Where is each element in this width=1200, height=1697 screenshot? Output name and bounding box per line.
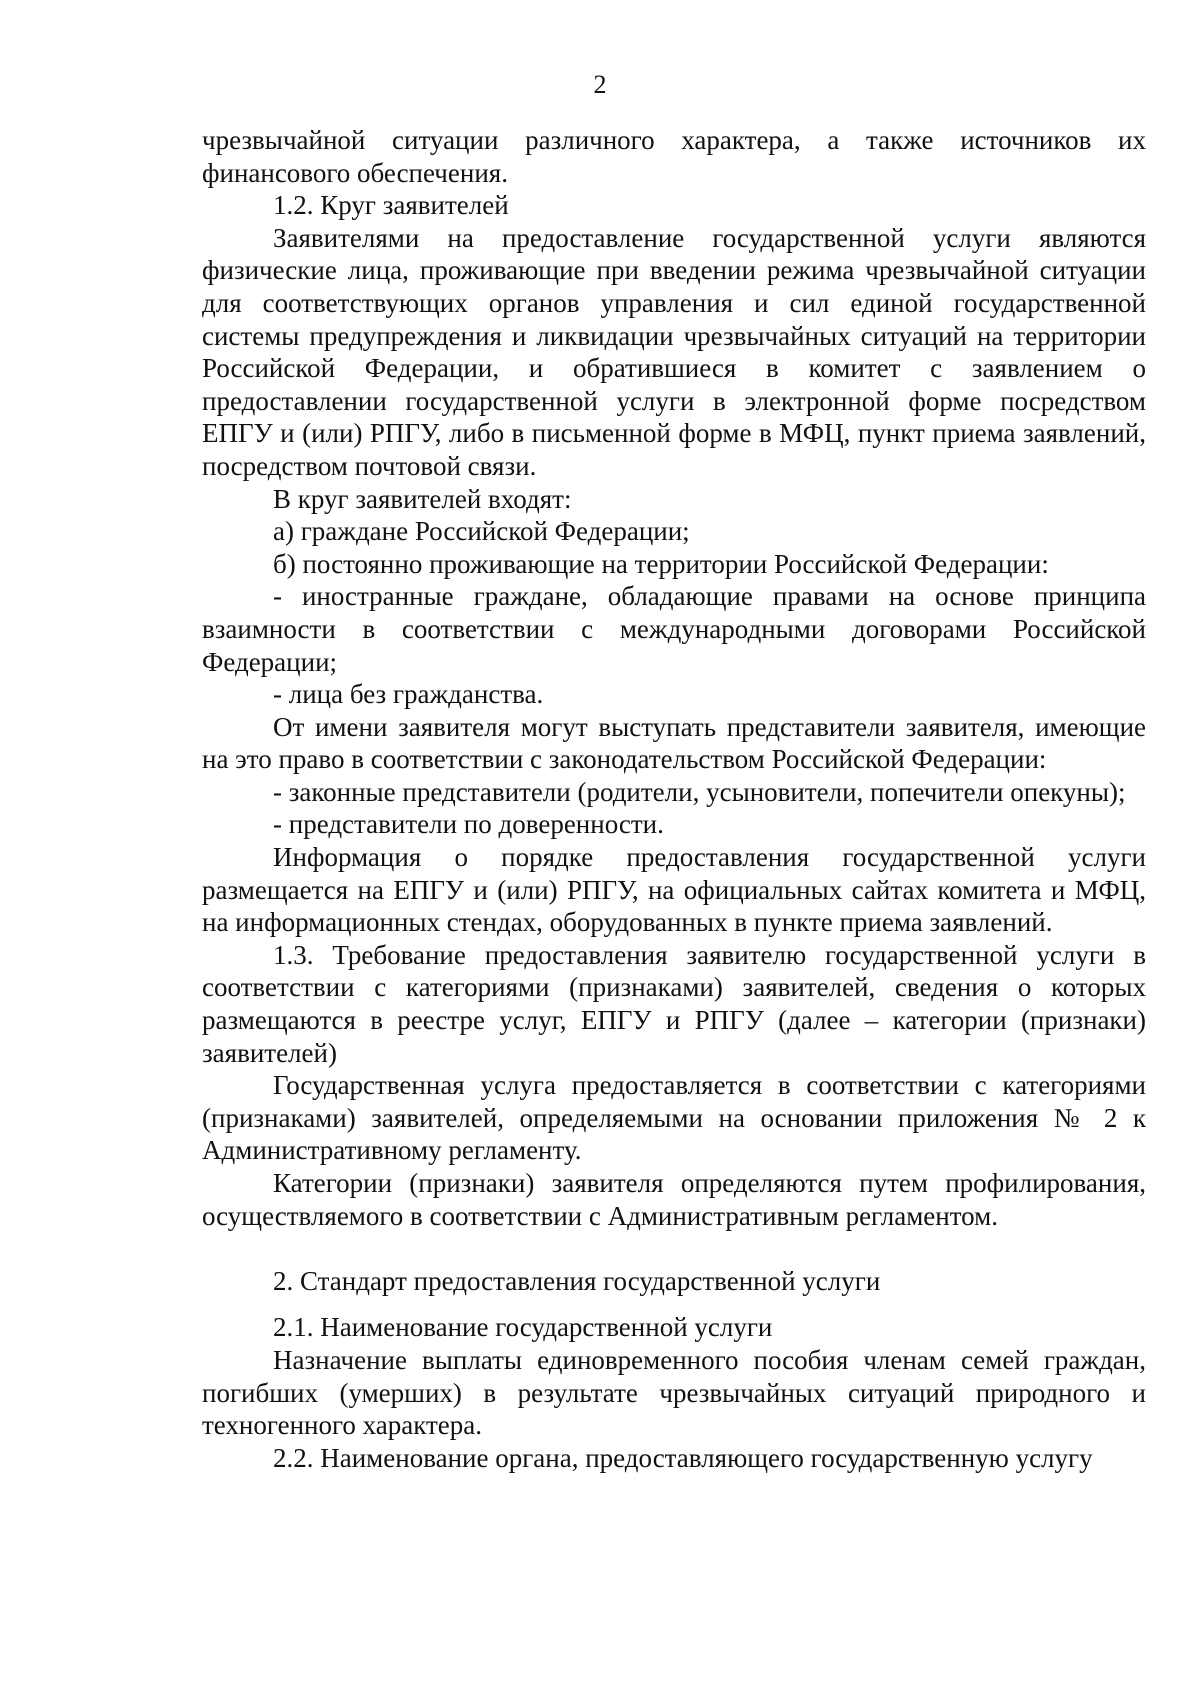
list-item-b: б) постоянно проживающие на территории Российской Федерации: xyxy=(273,548,1049,579)
document-body xyxy=(202,124,1146,1474)
paragraph-continuation: чрезвычайной ситуации различного характера, а также источников их финансового обеспечения. xyxy=(202,125,1146,188)
paragraph-service-name: Назначение выплаты единовременного пособия членам семей граждан, погибших (умерших) в результате чрезвычайных ситуаций природного и техногенного характера. xyxy=(202,1344,1146,1441)
section-heading-2-2: 2.2. Наименование органа, предоставляющего государственную услугу xyxy=(273,1442,1093,1473)
section-heading-1-3: 1.3. Требование предоставления заявителю государственной услуги в соответствии с категориями (признаками) заявителей, сведения о которых размещаются в реестре услуг, ЕПГУ и РПГУ (далее – категории (признаки) заявителей) xyxy=(202,939,1146,1068)
section-heading-2: 2. Стандарт предоставления государственной услуги xyxy=(273,1265,881,1296)
list-item-a: а) граждане Российской Федерации; xyxy=(273,516,690,547)
list-item-foreign-citizens: - иностранные граждане, обладающие правами на основе принципа взаимности в соответствии с международными договорами Российской Федерации; xyxy=(202,581,1146,677)
heading-gap xyxy=(202,1297,1146,1311)
page-number: 2 xyxy=(593,70,607,99)
paragraph-profiling: Категории (признаки) заявителя определяются путем профилирования, осуществляемого в соответствии с Административным регламентом. xyxy=(202,1168,1146,1231)
list-item-legal-representatives: - законные представители (родители, усыновители, попечители опекуны); xyxy=(273,776,1126,807)
section-gap xyxy=(202,1232,1146,1265)
paragraph-applicants: Заявителями на предоставление государственной услуги являются физические лица, проживающие при введении режима чрезвычайной ситуации для соответствующих органов управления и сил единой государственной системы предупреждения и ликвидации чрезвычайных ситуаций на территории Российской Федерации, и обратившиеся в комитет с заявлением о предоставлении государственной услуги в электронной форме посредством ЕПГУ и (или) РПГУ, либо в письменной форме в МФЦ, пункт приема заявлений, посредством почтовой связи. xyxy=(202,222,1146,481)
list-item-proxy: - представители по доверенности. xyxy=(273,809,664,840)
list-item-stateless: - лица без гражданства. xyxy=(273,679,544,710)
paragraph-service-categories: Государственная услуга предоставляется в соответствии с категориями (признаками) заявителей, определяемыми на основании приложения № 2 к Административному регламенту. xyxy=(202,1070,1146,1166)
section-heading-2-1: 2.1. Наименование государственной услуги xyxy=(273,1312,773,1343)
section-heading-1-2: 1.2. Круг заявителей xyxy=(273,190,509,221)
paragraph-applicant-circle: В круг заявителей входят: xyxy=(273,483,572,514)
paragraph-information: Информация о порядке предоставления государственной услуги размещается на ЕПГУ и (или) РПГУ, на официальных сайтах комитета и МФЦ, на информационных стендах, оборудованных в пункте приема заявлений. xyxy=(202,842,1146,938)
paragraph-representatives: От имени заявителя могут выступать представители заявителя, имеющие на это право в соответствии с законодательством Российской Федерации: xyxy=(202,711,1146,775)
